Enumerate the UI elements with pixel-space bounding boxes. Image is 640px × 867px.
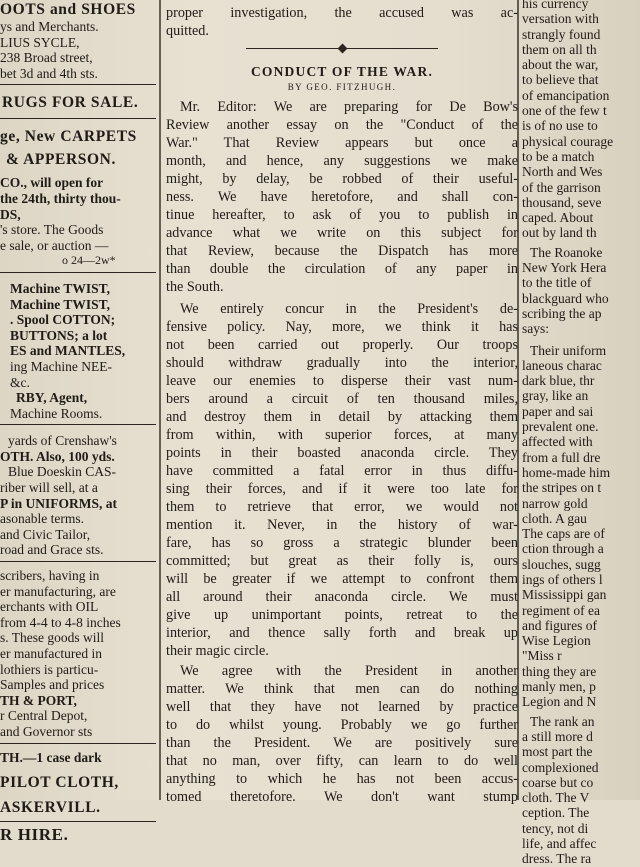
news-line: gray, like an [522,388,589,404]
ad-line: ys and Merchants. [0,19,99,34]
news-line: dark blue, thr [522,373,595,389]
article-line: to do whilst young. Probably we go further [166,717,518,733]
ad-divider [0,272,156,273]
ad-divider [0,561,156,562]
news-line: blackguard who [522,290,609,306]
ad-line: ing Machine NEE- [10,358,112,374]
ad-line: 238 Broad street, [0,50,93,66]
ad-line: erchants with OIL [0,599,99,615]
ad-line: Samples and prices [0,677,105,693]
ad-line: the 24th, thirty thou- [0,190,121,206]
article-line: that Review, because the Dispatch has more [166,243,518,259]
news-line: to the title of [522,275,592,291]
article-line: proper investigation, the accused was ac- [166,5,518,21]
ad-oil-cloth [0,568,156,740]
news-line: one of the few t [522,103,607,119]
news-line: home-made him [522,464,611,480]
ad-line: s. These goods will [0,630,104,646]
ad-line: o 24—2w* [62,253,116,268]
ad-line: BUTTONS; a lot [10,327,108,343]
article-line: and destroy them in detail by attacking them [166,409,518,425]
article-line: committed; but great as their folly is, ours [166,553,518,569]
ad-line: . Spool COTTON; [10,312,116,328]
ad-line: DS, [0,206,21,222]
ad-heading: OOTS and SHOES [0,1,136,18]
ad-heading: ge, New CARPETS [0,128,137,146]
news-line: and figures of [522,617,597,633]
ad-line: road and Grace sts. [0,542,104,558]
news-line: complexioned [522,759,599,775]
article-line: mention it. Never, in the history of war- [166,517,518,533]
news-line: thousand, seve [522,194,602,210]
news-line: out by land th [522,225,597,241]
article-line: War." That Review appears but once a [166,135,518,151]
news-line: New York Hera [522,260,607,276]
news-line: most part the [522,744,593,760]
article-line: anything to which he has not been accus- [166,771,518,787]
article-line: We agree with the President in another [180,663,518,679]
ad-line: Machine TWIST, [10,296,111,312]
ad-line: riber will sell, at a [0,480,98,496]
article-line: interior, and thence sally forth and break up [166,625,518,641]
news-line: coarse but co [522,774,594,790]
news-line: Their uniform [530,342,607,358]
news-line: strangly found [522,26,601,42]
article-line: bers around a circuit of ten thousand miles, [166,391,518,407]
article-line: might, by delay, be robbed of their useful- [166,171,518,187]
article-line: sing their forces, and if it were too late for [166,481,518,497]
right-block-1 [522,0,640,241]
news-line: Mississippi gan [522,587,607,603]
article-line: We entirely concur in the President's de- [180,301,518,317]
ad-line: r Central Depot, [0,708,88,724]
ad-line: ES and MANTLES, [10,343,126,359]
news-line: The Roanoke [530,244,603,260]
ad-line: er manufacturing, are [0,583,116,599]
news-line: of emancipation [522,87,610,103]
ad-heading: PILOT CLOTH, [0,774,119,792]
ad-line: RBY, Agent, [16,390,88,406]
article-line: tomed theretofore. We don't want stump [166,789,518,805]
news-line: to be a match [522,148,595,164]
ad-line: and Governor sts [0,723,93,739]
article-line: the South. [166,279,224,295]
ad-divider [0,424,156,425]
news-line: cloth. A gau [522,510,587,526]
news-line: the stripes on t [522,480,602,496]
news-line: dress. The ra [522,851,592,867]
column-rule [159,0,161,800]
ad-line: and Civic Tailor, [0,526,91,542]
ad-goods [0,175,156,269]
ad-heading: & APPERSON. [6,151,116,169]
news-line: caped. About [522,210,594,226]
left-advertisement-column [0,0,156,845]
ad-line: Machine TWIST, [10,280,111,296]
news-line: regiment of ea [522,602,600,618]
news-line: about the war, [522,57,599,73]
article-line: tinue hereafter, to ask of you to publish in [166,207,518,223]
news-line: ction through a [522,541,604,557]
news-line: slouches, sugg [522,556,601,572]
article-line: fare, has so gross a strategic blunder been [166,535,518,551]
article-column [166,0,518,805]
article-line: leave our enemies to disperse their vast num- [166,373,518,389]
ad-line: bet 3d and 4th sts. [0,65,98,81]
article-line: month, and hence, any suggestions we make [166,153,518,169]
article-line: all around their anaconda circle. We must [166,589,518,605]
ad-shoes [0,0,156,81]
article-line: from within, with superior forces, at many [166,427,518,443]
news-line: to believe that [522,72,599,88]
news-line: manly men, p [522,679,596,695]
article-line: should withdraw gradually into the interior, [166,355,518,371]
ad-line: OTH. Also, 100 yds. [0,448,115,464]
news-line: tency, not di [522,820,589,836]
ad-line: P in UNIFORMS, at [0,495,118,511]
news-line: them on all th [522,41,597,57]
news-line: his currency [522,0,589,11]
ad-divider [0,743,156,744]
article-paragraph-3 [166,662,518,806]
news-line: ception. The [522,805,590,821]
ad-divider [0,84,156,85]
news-line: scribing the ap [522,305,602,321]
ad-cloth [0,433,156,558]
news-line: cloth. The V [522,790,590,806]
ad-line: CO., will open for [0,175,104,191]
article-line: than double the circulation of any paper in [166,261,518,277]
news-line: The rank an [530,713,595,729]
news-line: narrow gold [522,495,588,511]
news-line: of the garrison [522,179,601,195]
ad-divider [0,118,156,119]
ad-line: e sale, or auction — [0,237,109,253]
ad-line: er manufactured in [0,646,102,661]
ad-line: lothiers is particu- [0,661,99,677]
article-previous-ending [166,4,518,40]
article-line: advance what we write on this subject for [166,225,518,241]
ad-line: &c. [10,374,30,390]
right-block-3 [522,343,640,710]
news-line: ings of others l [522,571,603,587]
article-line: give up unimportant points, retreat to the [166,607,518,623]
article-line: fensive policy. Nay, more, we think it has [166,319,518,335]
article-line: quitted. [166,23,209,39]
news-line: Wise Legion [522,633,591,649]
ad-line: Blue Doeskin CAS- [8,464,116,480]
ad-line: from 4-4 to 4-8 inches [0,614,121,630]
ornamental-rule [166,42,518,56]
news-line: affected with [522,434,593,450]
article-paragraph-2 [166,300,518,660]
article-line: Mr. Editor: We are preparing for De Bow's [180,99,518,115]
article-line: will be greater if we attempt to confront them [166,571,518,587]
ad-heading: RUGS FOR SALE. [2,94,139,112]
news-line: life, and affec [522,836,597,852]
article-line: well that they have not learned by practice [166,699,518,715]
right-block-2 [522,245,640,337]
article-line: Review another essay on the "Conduct of the [166,117,518,133]
news-line: laneous charac [522,357,602,373]
ad-line: asonable terms. [0,511,84,527]
news-line: The caps are of [522,526,605,542]
article-line: than the President. We are positively sure [166,735,518,751]
news-line: is of no use to [522,118,598,134]
news-line: from a full dre [522,449,601,465]
ad-line: scribers, having in [0,568,100,584]
ad-heading: ASKERVILL. [0,799,101,817]
article-line: points in their boasted anaconda circle. They [166,445,518,461]
ad-line: 's store. The Goods [0,222,104,238]
ad-machine [0,281,156,421]
article-paragraph-1 [166,98,518,296]
article-line: ness. We have heretofore, and shall con- [166,189,518,205]
news-line: Legion and N [522,694,597,710]
right-news-column [522,0,640,867]
news-line: thing they are [522,663,597,679]
ad-line: yards of Crenshaw's [8,433,117,449]
article-line: not been carried out properly. Our troops [166,337,518,353]
ad-line: TH & PORT, [0,692,77,708]
article-line: their magic circle. [166,643,269,659]
news-line: a still more d [522,728,593,744]
ad-heading: TH.—1 case dark [0,749,102,765]
ad-line: Machine Rooms. [10,405,103,421]
news-line: North and Wes [522,164,603,180]
news-line: "Miss r [522,648,562,664]
article-line: that no man, over fifty, can learn to do well [166,753,518,769]
ad-heading: R HIRE. [0,825,69,845]
article-line: have committed a fatal error in thus diffu- [166,463,518,479]
right-block-4 [522,714,640,867]
ad-line: LIUS SYCLE, [0,34,80,50]
news-line: versation with [522,11,599,27]
article-line: them to retrieve that error, we would not [166,499,518,515]
article-title: CONDUCT OF THE WAR. [250,64,434,79]
article-line: matter. We think that men can do nothing [166,681,518,697]
ad-divider [0,821,156,822]
news-line: says: [522,321,549,337]
news-line: prevalent one. [522,419,599,435]
news-line: paper and sai [522,403,594,419]
article-byline: BY GEO. FITZHUGH. [287,82,397,92]
news-line: physical courage [522,133,614,149]
